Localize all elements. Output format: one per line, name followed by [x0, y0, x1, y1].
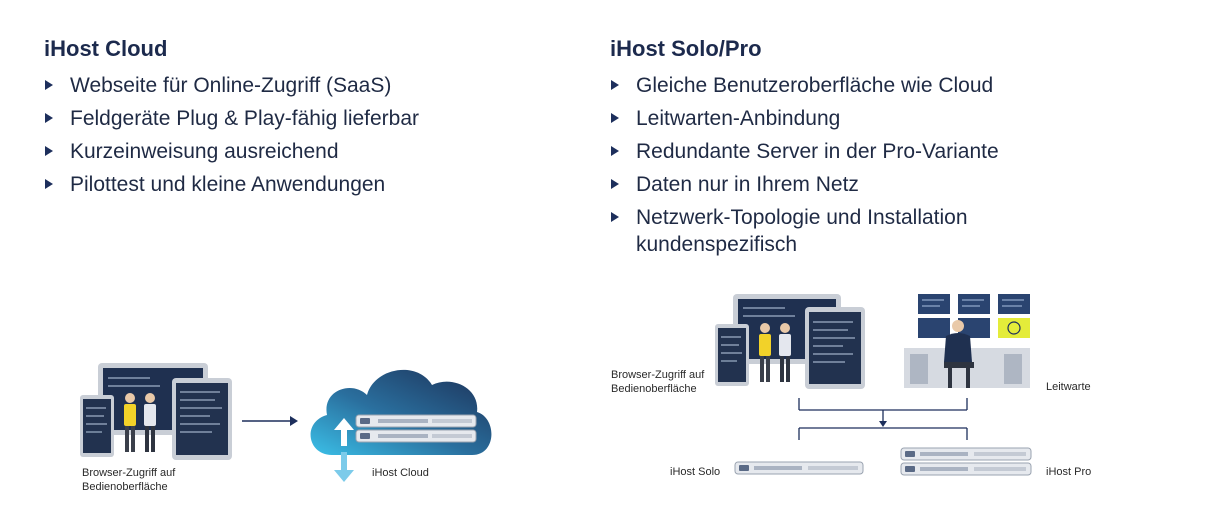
cloud-section	[44, 36, 564, 204]
bullet-triangle-icon	[45, 179, 53, 189]
bullet-text: Pilottest und kleine Anwendungen	[70, 173, 386, 196]
bullet-triangle-icon	[611, 179, 619, 189]
bullet-item	[610, 105, 1170, 132]
label-line: Browser-Zugriff auf	[82, 467, 176, 479]
bullet-item	[44, 138, 564, 165]
left-browser-devices-illustration	[80, 360, 240, 465]
ihost-solo-label: iHost Solo	[670, 466, 721, 478]
bullet-item	[610, 171, 1170, 198]
bullet-item	[44, 72, 564, 99]
control-room-illustration	[900, 292, 1035, 392]
left-browser-label	[82, 466, 175, 494]
bullet-triangle-icon	[45, 80, 53, 90]
connection-lines	[795, 396, 975, 441]
bullet-text: Gleiche Benutzeroberfläche wie Cloud	[636, 74, 994, 97]
label-line: Bedienoberfläche	[82, 481, 168, 493]
bullet-text: Leitwarten-Anbindung	[636, 107, 841, 130]
bullet-triangle-icon	[611, 146, 619, 156]
bullet-item	[44, 171, 564, 198]
solo-pro-heading: iHost Solo/Pro	[610, 36, 762, 61]
cloud-label: iHost Cloud	[372, 467, 429, 479]
bullet-text: Redundante Server in der Pro-Variante	[636, 140, 999, 163]
bullet-triangle-icon	[611, 113, 619, 123]
bullet-item	[610, 72, 1170, 99]
flow-arrow-icon	[240, 414, 300, 428]
bullet-triangle-icon	[611, 212, 619, 222]
bullet-text: Netzwerk-Topologie und Installation kundenspezifisch	[636, 206, 968, 256]
solo-pro-bullet-list	[610, 72, 1170, 258]
ihost-pro-label: iHost Pro	[1046, 466, 1092, 478]
label-line: Browser-Zugriff auf	[611, 369, 705, 381]
solo-pro-section	[610, 36, 1170, 264]
bullet-triangle-icon	[611, 80, 619, 90]
bullet-text: Kurzeinweisung ausreichend	[70, 140, 339, 163]
bullet-triangle-icon	[45, 113, 53, 123]
bullet-item	[610, 204, 1016, 258]
bullet-item	[44, 105, 564, 132]
ihost-pro-server-icon	[900, 447, 1032, 477]
label-line: Bedienoberfläche	[611, 383, 697, 395]
ihost-solo-server-icon	[734, 461, 864, 475]
cloud-heading: iHost Cloud	[44, 36, 168, 61]
bullet-item	[610, 138, 1170, 165]
right-browser-label	[611, 368, 704, 396]
bullet-text: Webseite für Online-Zugriff (SaaS)	[70, 74, 392, 97]
control-room-label: Leitwarte	[1046, 381, 1091, 393]
right-browser-devices-illustration	[715, 292, 875, 392]
bullet-triangle-icon	[45, 146, 53, 156]
bullet-text: Feldgeräte Plug & Play-fähig lieferbar	[70, 107, 420, 130]
cloud-bullet-list	[44, 72, 564, 198]
bullet-text: Daten nur in Ihrem Netz	[636, 173, 859, 196]
